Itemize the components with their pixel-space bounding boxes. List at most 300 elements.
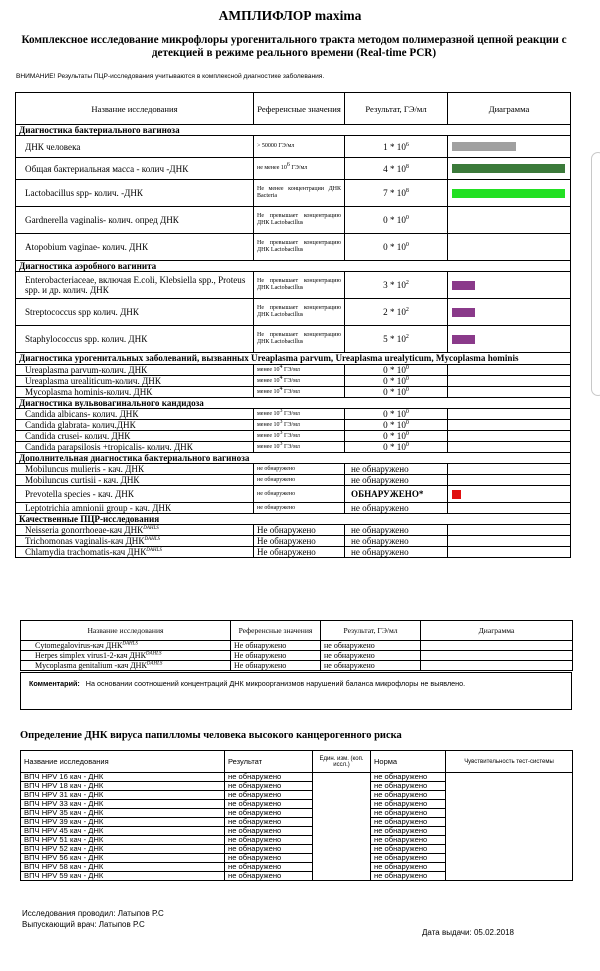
viral-col-diagram: Диаграмма xyxy=(421,621,573,641)
diagram-bar xyxy=(452,308,475,317)
reference-exponent: 4 xyxy=(279,385,283,392)
diagram-cell xyxy=(448,376,571,387)
viral-result-cell xyxy=(321,651,421,661)
diagram-cell xyxy=(448,136,571,158)
test-name: Общая бактериальная масса - колич -ДНК xyxy=(25,163,189,174)
result-row xyxy=(16,503,571,514)
diagram-cell xyxy=(448,547,571,558)
result-exponent: 0 xyxy=(405,375,409,382)
viral-result: не обнаружено xyxy=(324,641,375,650)
hpv-result: не обнаружено xyxy=(228,844,282,853)
section-title: Диагностика аэробного вагинита xyxy=(16,261,571,272)
result-cell xyxy=(345,207,448,234)
reference-cell xyxy=(254,486,345,503)
viral-result: не обнаружено xyxy=(324,661,375,670)
result-cell xyxy=(345,525,448,536)
hpv-norm: не обнаружено xyxy=(374,799,428,808)
scrollbar[interactable] xyxy=(591,152,600,396)
issuing-doctor: Выпускающий врач: Латыпов Р.С xyxy=(22,920,145,929)
reference-cell xyxy=(254,207,345,234)
reference-value: менее 10 xyxy=(257,377,280,384)
result-cell xyxy=(345,158,448,180)
hpv-col-unit: Един. изм. (коп. иссл.) xyxy=(313,751,371,773)
reference-value: Не обнаружено xyxy=(257,536,316,546)
reference-value: > 50000 ГЭ/мл xyxy=(257,143,295,149)
hpv-unit-cell xyxy=(313,773,371,881)
viral-col-result: Результат, ГЭ/мл xyxy=(321,621,421,641)
result-exponent: 0 xyxy=(405,364,409,371)
hpv-name-cell xyxy=(21,872,225,881)
reference-cell xyxy=(254,180,345,207)
reference-cell xyxy=(254,525,345,536)
test-name-cell xyxy=(16,525,254,536)
result-value: 0 * 10 xyxy=(383,409,406,419)
col-header-result: Результат, ГЭ/мл xyxy=(345,93,448,125)
result-row xyxy=(16,431,571,442)
hpv-result: не обнаружено xyxy=(228,799,282,808)
test-name: Mycoplasma hominis-колич. ДНК xyxy=(25,387,153,397)
hpv-norm-cell xyxy=(371,872,446,881)
result-row xyxy=(16,442,571,453)
hpv-test-name: ВПЧ HPV 51 кач - ДНК xyxy=(24,835,104,844)
hpv-norm: не обнаружено xyxy=(374,826,428,835)
test-name: Mobiluncus mulieris - кач. ДНК xyxy=(25,464,145,474)
conducted-by: Исследования проводил: Латыпов Р.С xyxy=(22,909,164,918)
result-cell xyxy=(345,326,448,353)
viral-reference-cell xyxy=(231,661,321,671)
viral-table-body xyxy=(21,641,573,671)
test-name: Enterobacteriaceae, включая E.coli, Klebsiella spp., Proteus spp. и др. колич. ДНК xyxy=(25,275,246,295)
hpv-col-result: Результат xyxy=(225,751,313,773)
hpv-test-name: ВПЧ HPV 33 кач - ДНК xyxy=(24,799,104,808)
result-exponent: 8 xyxy=(405,163,409,170)
col-header-name: Название исследования xyxy=(16,93,254,125)
diagram-cell xyxy=(448,420,571,431)
result-value: 0 * 10 xyxy=(383,365,406,375)
hpv-test-name: ВПЧ HPV 59 кач - ДНК xyxy=(24,871,104,880)
diagram-bar xyxy=(452,189,565,198)
result-row xyxy=(16,420,571,431)
comment-label: Комментарий: xyxy=(29,679,80,688)
viral-test-name: Mycoplasma genitalium -кач ДНК xyxy=(35,661,147,670)
section-title: Диагностика вульвовагинального кандидоза xyxy=(16,398,571,409)
test-name-cell xyxy=(16,326,254,353)
viral-row xyxy=(21,661,573,671)
section-title: Качественные ПЦР-исследования xyxy=(16,514,571,525)
result-cell xyxy=(345,365,448,376)
reference-exponent: 4 xyxy=(279,374,283,381)
diagram-cell xyxy=(448,486,571,503)
test-name: Chlamydia trachomatis-кач ДНК xyxy=(25,547,147,557)
hpv-result: не обнаружено xyxy=(228,853,282,862)
test-name-cell xyxy=(16,180,254,207)
test-name: Streptococcus spp колич. ДНК xyxy=(25,307,139,317)
dahls-mark: DAHLS xyxy=(143,525,159,531)
test-name: Staphylococcus spp. колич. ДНК xyxy=(25,334,148,344)
result-cell xyxy=(345,536,448,547)
result-exponent: 2 xyxy=(405,333,409,340)
result-cell xyxy=(345,180,448,207)
viral-result: не обнаружено xyxy=(324,651,375,660)
result-exponent: 8 xyxy=(405,187,409,194)
hpv-result: не обнаружено xyxy=(228,835,282,844)
result-exponent: 0 xyxy=(405,419,409,426)
reference-cell xyxy=(254,136,345,158)
diagram-cell xyxy=(448,299,571,326)
diagram-bar xyxy=(452,490,461,499)
hpv-result: не обнаружено xyxy=(228,790,282,799)
reference-value: менее 10 xyxy=(257,421,280,428)
test-name-cell xyxy=(16,299,254,326)
reference-value: не менее 10 xyxy=(257,165,287,171)
result-row xyxy=(16,464,571,475)
hpv-test-name: ВПЧ HPV 56 кач - ДНК xyxy=(24,853,104,862)
result-cell xyxy=(345,234,448,261)
test-name-cell xyxy=(16,503,254,514)
viral-reference: Не обнаружено xyxy=(234,641,287,650)
diagram-cell xyxy=(448,365,571,376)
viral-test-name: Herpes simplex virus1-2-кач ДНК xyxy=(35,651,146,660)
reference-unit: ГЭ/мл xyxy=(282,366,300,373)
reference-cell xyxy=(254,442,345,453)
result-value: 7 * 10 xyxy=(383,188,406,198)
hpv-result: не обнаружено xyxy=(228,781,282,790)
reference-value: Не менее концентрации ДНК Bacteria xyxy=(257,186,341,199)
reference-value: не обнаружено xyxy=(257,476,296,483)
result-exponent: 0 xyxy=(405,441,409,448)
result-text: не обнаружено xyxy=(351,525,409,535)
viral-results-table xyxy=(20,620,573,671)
result-text: не обнаружено xyxy=(351,503,409,513)
test-name: Candida crusei- колич. ДНК xyxy=(25,431,131,441)
reference-value: не обнаружено xyxy=(257,504,296,511)
diagram-cell xyxy=(448,475,571,486)
result-cell xyxy=(345,547,448,558)
result-cell xyxy=(345,420,448,431)
reference-unit: ГЭ/мл xyxy=(282,377,300,384)
reference-cell xyxy=(254,409,345,420)
result-value: 2 * 10 xyxy=(383,307,406,317)
result-row xyxy=(16,525,571,536)
reference-unit: ГЭ/мл xyxy=(282,421,300,428)
reference-cell xyxy=(254,376,345,387)
result-cell xyxy=(345,486,448,503)
col-header-reference: Референсные значения xyxy=(254,93,345,125)
result-row xyxy=(16,365,571,376)
test-name: Candida albicans- колич. ДНК xyxy=(25,409,139,419)
dahls-mark: DAHLS xyxy=(146,547,162,553)
result-row xyxy=(16,326,571,353)
section-title: Диагностика бактериального вагиноза xyxy=(16,125,571,136)
reference-cell xyxy=(254,464,345,475)
reference-cell xyxy=(254,475,345,486)
test-name-cell xyxy=(16,136,254,158)
hpv-norm: не обнаружено xyxy=(374,871,428,880)
result-cell xyxy=(345,503,448,514)
viral-result-cell xyxy=(321,641,421,651)
col-header-diagram: Диаграмма xyxy=(448,93,571,125)
hpv-norm: не обнаружено xyxy=(374,835,428,844)
result-exponent: 2 xyxy=(405,279,409,286)
test-name-cell xyxy=(16,365,254,376)
reference-value: менее 10 xyxy=(257,410,280,417)
reference-value: не обнаружено xyxy=(257,490,296,497)
result-row xyxy=(16,234,571,261)
reference-cell xyxy=(254,536,345,547)
reference-cell xyxy=(254,420,345,431)
comment-box xyxy=(20,672,572,710)
reference-cell xyxy=(254,299,345,326)
hpv-result: не обнаружено xyxy=(228,772,282,781)
test-name-cell xyxy=(16,234,254,261)
report-title: АМПЛИФЛОР maxima xyxy=(218,8,362,23)
result-cell xyxy=(345,272,448,299)
diagram-bar xyxy=(452,281,475,290)
test-name-cell xyxy=(16,431,254,442)
dahls-mark: DAHLS xyxy=(144,536,160,542)
diagram-bar xyxy=(452,164,565,173)
viral-row xyxy=(21,641,573,651)
test-name: Mobiluncus curtisii - кач. ДНК xyxy=(25,475,140,485)
main-header-row xyxy=(16,93,571,125)
result-row xyxy=(16,387,571,398)
result-value: 3 * 10 xyxy=(383,280,406,290)
diagram-cell xyxy=(448,272,571,299)
reference-exponent: 4 xyxy=(279,363,283,370)
section-row xyxy=(16,125,571,136)
hpv-norm: не обнаружено xyxy=(374,808,428,817)
viral-diagram-cell xyxy=(421,641,573,651)
reference-cell xyxy=(254,158,345,180)
dahls-mark: DAHLS xyxy=(145,651,162,657)
reference-value: Не обнаружено xyxy=(257,547,316,557)
hpv-result: не обнаружено xyxy=(228,826,282,835)
viral-name-cell xyxy=(21,661,231,671)
reference-value: менее 10 xyxy=(257,366,280,373)
reference-exponent: 3 xyxy=(279,407,283,414)
hpv-norm: не обнаружено xyxy=(374,817,428,826)
hpv-result: не обнаружено xyxy=(228,808,282,817)
hpv-title: Определение ДНК вируса папилломы человека высокого канцерогенного риска xyxy=(20,730,402,741)
section-row xyxy=(16,514,571,525)
reference-value: менее 10 xyxy=(257,432,280,439)
dahls-mark: DAHLS xyxy=(146,661,163,667)
hpv-norm: не обнаружено xyxy=(374,853,428,862)
test-name-cell xyxy=(16,475,254,486)
reference-cell xyxy=(254,503,345,514)
test-name: Neisseria gonorrhoeae-кач ДНК xyxy=(25,525,144,535)
test-name-cell xyxy=(16,207,254,234)
hpv-test-name: ВПЧ HPV 16 кач - ДНК xyxy=(24,772,104,781)
test-name-cell xyxy=(16,158,254,180)
hpv-col-name: Название исследования xyxy=(21,751,225,773)
reference-value: Не обнаружено xyxy=(257,525,316,535)
reference-exponent: 3 xyxy=(279,440,283,447)
viral-result-cell xyxy=(321,661,421,671)
viral-name-cell xyxy=(21,641,231,651)
section-row xyxy=(16,261,571,272)
reference-value: Не превышает концентрацию ДНК Lactobacillus xyxy=(257,240,341,253)
hpv-header-row xyxy=(21,751,573,773)
result-row xyxy=(16,136,571,158)
hpv-test-name: ВПЧ HPV 58 кач - ДНК xyxy=(24,862,104,871)
reference-cell xyxy=(254,365,345,376)
result-cell xyxy=(345,299,448,326)
result-row xyxy=(16,475,571,486)
test-name: Gardnerella vaginalis- колич. опред ДНК xyxy=(25,215,179,225)
test-name: Candida glabrata- колич.ДНК xyxy=(25,420,136,430)
hpv-table xyxy=(20,750,573,881)
reference-unit: ГЭ/мл xyxy=(289,165,308,171)
result-cell xyxy=(345,475,448,486)
result-cell xyxy=(345,409,448,420)
reference-cell xyxy=(254,547,345,558)
viral-reference: Не обнаружено xyxy=(234,651,287,660)
result-row xyxy=(16,536,571,547)
test-name: Lactobacillus spp- колич. -ДНК xyxy=(25,188,143,198)
viral-test-name: Cytomegalovirus-кач ДНК xyxy=(35,641,123,650)
section-title: Дополнительная диагностика бактериального вагиноза xyxy=(16,453,571,464)
diagram-cell xyxy=(448,442,571,453)
hpv-norm: не обнаружено xyxy=(374,790,428,799)
result-row xyxy=(16,376,571,387)
issue-date: Дата выдачи: 05.02.2018 xyxy=(422,928,514,937)
test-name-cell xyxy=(16,376,254,387)
hpv-col-sensitivity: Чувствительность тест-системы xyxy=(446,751,573,773)
main-results-table xyxy=(15,92,571,558)
section-title: Диагностика урогенитальных заболеваний, вызванных Ureaplasma parvum, Ureaplasma urealyticum, Mycoplasma hominis xyxy=(16,353,571,365)
hpv-norm: не обнаружено xyxy=(374,772,428,781)
result-exponent: 0 xyxy=(405,386,409,393)
reference-value: Не превышает концентрацию ДНК Lactobacillus xyxy=(257,278,341,291)
reference-cell xyxy=(254,234,345,261)
result-value: 0 * 10 xyxy=(383,442,406,452)
test-name-cell xyxy=(16,547,254,558)
hpv-test-name: ВПЧ HPV 35 кач - ДНК xyxy=(24,808,104,817)
diagram-cell xyxy=(448,536,571,547)
reference-value: менее 10 xyxy=(257,443,280,450)
viral-col-reference: Референсные значения xyxy=(231,621,321,641)
test-name: Ureaplasma urealiticum-колич. ДНК xyxy=(25,376,161,386)
section-row xyxy=(16,453,571,464)
test-name-cell xyxy=(16,409,254,420)
result-text: не обнаружено xyxy=(351,475,409,485)
result-exponent: 6 xyxy=(405,141,409,148)
diagram-cell xyxy=(448,464,571,475)
diagram-cell xyxy=(448,180,571,207)
viral-diagram-cell xyxy=(421,651,573,661)
test-name: Atopobium vaginae- колич. ДНК xyxy=(25,242,149,252)
test-name-cell xyxy=(16,464,254,475)
viral-name-cell xyxy=(21,651,231,661)
test-name-cell xyxy=(16,486,254,503)
result-row xyxy=(16,158,571,180)
result-cell xyxy=(345,136,448,158)
hpv-table-body xyxy=(21,773,573,881)
viral-reference-cell xyxy=(231,641,321,651)
reference-value: менее 10 xyxy=(257,388,280,395)
test-name: Trichomonas vaginalis-кач ДНК xyxy=(25,536,145,546)
diagram-bar xyxy=(452,142,516,151)
hpv-result: не обнаружено xyxy=(228,871,282,880)
result-row xyxy=(16,409,571,420)
diagram-cell xyxy=(448,387,571,398)
test-name-cell xyxy=(16,387,254,398)
result-text: ОБНАРУЖЕНО* xyxy=(351,489,424,499)
comment-text: На основании соотношений концентраций ДНК микроорганизмов нарушений баланса микрофлоры не выявлено. xyxy=(85,679,466,688)
hpv-result: не обнаружено xyxy=(228,862,282,871)
viral-reference-cell xyxy=(231,651,321,661)
hpv-test-name: ВПЧ HPV 45 кач - ДНК xyxy=(24,826,104,835)
result-cell xyxy=(345,431,448,442)
result-row xyxy=(16,272,571,299)
test-name-cell xyxy=(16,272,254,299)
reference-exponent: 6 xyxy=(286,162,290,168)
result-cell xyxy=(345,464,448,475)
diagram-cell xyxy=(448,326,571,353)
result-row xyxy=(16,547,571,558)
diagram-cell xyxy=(448,503,571,514)
reference-unit: ГЭ/мл xyxy=(282,388,300,395)
test-name-cell xyxy=(16,442,254,453)
result-value: 0 * 10 xyxy=(383,215,406,225)
reference-unit: ГЭ/мл xyxy=(282,443,300,450)
result-value: 4 * 10 xyxy=(383,163,406,174)
hpv-norm: не обнаружено xyxy=(374,862,428,871)
hpv-test-name: ВПЧ HPV 52 кач - ДНК xyxy=(24,844,104,853)
result-value: 0 * 10 xyxy=(383,431,406,441)
main-table-body xyxy=(16,125,571,558)
hpv-test-name: ВПЧ HPV 39 кач - ДНК xyxy=(24,817,104,826)
diagram-cell xyxy=(448,409,571,420)
reference-cell xyxy=(254,431,345,442)
result-value: 0 * 10 xyxy=(383,420,406,430)
result-row xyxy=(16,207,571,234)
test-name: Prevotella species - кач. ДНК xyxy=(25,489,134,499)
reference-value: Не превышает концентрацию ДНК Lactobacillus xyxy=(257,332,341,345)
reference-exponent: 3 xyxy=(279,418,283,425)
test-name: Ureaplasma parvum-колич. ДНК xyxy=(25,365,148,375)
diagram-cell xyxy=(448,234,571,261)
diagram-cell xyxy=(448,525,571,536)
test-name: ДНК человека xyxy=(25,141,81,152)
result-value: 0 * 10 xyxy=(383,387,406,397)
test-name: Leptotrichia amnionii group - кач. ДНК xyxy=(25,503,172,513)
hpv-sensitivity-cell xyxy=(446,773,573,881)
result-value: 0 * 10 xyxy=(383,242,406,252)
viral-col-name: Название исследования xyxy=(21,621,231,641)
reference-cell xyxy=(254,326,345,353)
reference-cell xyxy=(254,387,345,398)
hpv-norm: не обнаружено xyxy=(374,844,428,853)
result-cell xyxy=(345,442,448,453)
viral-row xyxy=(21,651,573,661)
result-exponent: 0 xyxy=(405,430,409,437)
report-subtitle: Комплексное исследование микрофлоры урогенитального тракта методом полимеразной цепной реакции с детекцией в режиме реального времени (Real-time PCR) xyxy=(21,34,567,59)
result-value: 0 * 10 xyxy=(383,376,406,386)
result-exponent: 0 xyxy=(405,241,409,248)
result-row xyxy=(16,486,571,503)
viral-diagram-cell xyxy=(421,661,573,671)
diagram-cell xyxy=(448,431,571,442)
result-value: 5 * 10 xyxy=(383,334,406,344)
reference-unit: ГЭ/мл xyxy=(282,410,300,417)
viral-reference: Не обнаружено xyxy=(234,661,287,670)
result-exponent: 0 xyxy=(405,408,409,415)
diagram-cell xyxy=(448,158,571,180)
diagram-bar xyxy=(452,335,475,344)
result-cell xyxy=(345,376,448,387)
